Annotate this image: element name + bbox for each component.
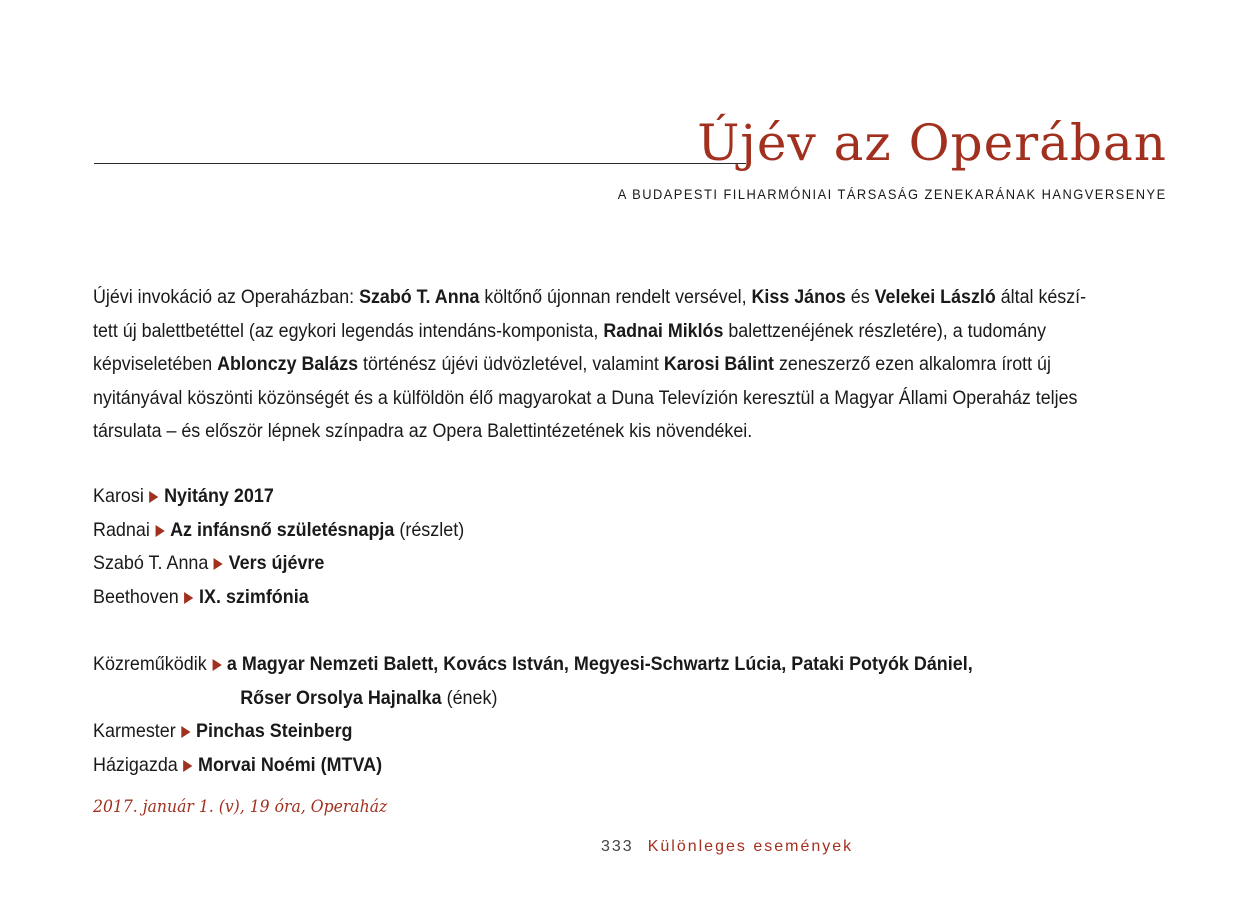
program-work: Nyitány 2017 bbox=[164, 485, 274, 507]
performers-names-2: Rőser Orsolya Hajnalka bbox=[240, 686, 442, 709]
performers-row-continued bbox=[93, 682, 973, 716]
program-list bbox=[93, 480, 464, 614]
program-item bbox=[93, 547, 464, 581]
intro-line-2: tett új balettbetéttel (az egykori legendás intendáns-komponista, Radnai Miklós balettzenéjének részletére), a tudomány bbox=[93, 320, 1047, 342]
conductor-name: Pinchas Steinberg bbox=[195, 720, 353, 742]
program-item bbox=[93, 581, 464, 615]
program-note: (részlet) bbox=[394, 518, 465, 541]
poet-name: Szabó T. Anna bbox=[359, 287, 480, 308]
historian-name: Ablonczy Balázs bbox=[217, 354, 359, 375]
host-row bbox=[93, 749, 973, 783]
host-name: Morvai Noémi (MTVA) bbox=[198, 753, 383, 776]
arrow-right-icon bbox=[155, 525, 164, 537]
section-name: Különleges események bbox=[647, 838, 854, 855]
arrow-right-icon bbox=[184, 592, 193, 604]
credits-list bbox=[93, 648, 973, 782]
arrow-right-icon bbox=[183, 760, 192, 772]
program-composer: Karosi bbox=[93, 485, 144, 507]
program-composer: Beethoven bbox=[93, 585, 179, 608]
program-composer: Radnai bbox=[93, 518, 150, 541]
choreographer-name-2: Velekei László bbox=[874, 287, 996, 308]
header-rule bbox=[94, 163, 746, 164]
program-item bbox=[93, 514, 464, 548]
performers-note: (ének) bbox=[441, 686, 498, 709]
program-work: IX. szimfónia bbox=[199, 585, 309, 608]
program-work: Vers újévre bbox=[228, 552, 325, 574]
page-title: Újév az Operában bbox=[697, 114, 1167, 172]
intro-line-5: társulata – és először lépnek színpadra az Opera Balettintézetének kis növendékei. bbox=[93, 421, 753, 442]
arrow-right-icon bbox=[214, 558, 223, 570]
program-item bbox=[93, 480, 464, 514]
performers-label: Közreműködik bbox=[93, 653, 207, 675]
arrow-right-icon bbox=[212, 659, 221, 671]
page-footer bbox=[601, 838, 853, 856]
page-subtitle: A BUDAPESTI FILHARMÓNIAI TÁRSASÁG ZENEKARÁNAK HANGVERSENYE bbox=[618, 186, 1167, 202]
arrow-right-icon bbox=[181, 726, 190, 738]
choreographer-name-1: Kiss János bbox=[751, 287, 846, 308]
intro-line-4: nyitányával köszönti közönségét és a külföldön élő magyarokat a Duna Televízión keresztül a Magyar Állami Operaház teljes bbox=[93, 387, 1078, 409]
intro-line-3: képviseletében Ablonczy Balázs történész újévi üdvözletével, valamint Karosi Bálint zeneszerző ezen alkalomra írott új bbox=[93, 354, 1051, 375]
event-date: 2017. január 1. (v), 19 óra, Operaház bbox=[93, 797, 388, 817]
program-composer: Szabó T. Anna bbox=[93, 552, 209, 574]
host-label: Házigazda bbox=[93, 753, 178, 776]
performers-names: a Magyar Nemzeti Balett, Kovács István, Megyesi-Schwartz Lúcia, Pataki Potyók Dániel, bbox=[226, 653, 973, 675]
conductor-row bbox=[93, 715, 973, 749]
arrow-right-icon bbox=[149, 491, 158, 503]
performers-row bbox=[93, 648, 973, 682]
composer-name-radnai: Radnai Miklós bbox=[603, 320, 724, 342]
program-work: Az infánsnő születésnapja bbox=[170, 518, 395, 541]
conductor-label: Karmester bbox=[93, 720, 176, 742]
page-number: 333 bbox=[601, 838, 634, 855]
intro-line-1: Újévi invokáció az Operaházban: Szabó T. Anna költőnő újonnan rendelt versével, Kiss János és Velekei László által készí- bbox=[93, 287, 1087, 308]
intro-paragraph bbox=[93, 281, 1099, 449]
composer-name-karosi: Karosi Bálint bbox=[663, 354, 775, 375]
